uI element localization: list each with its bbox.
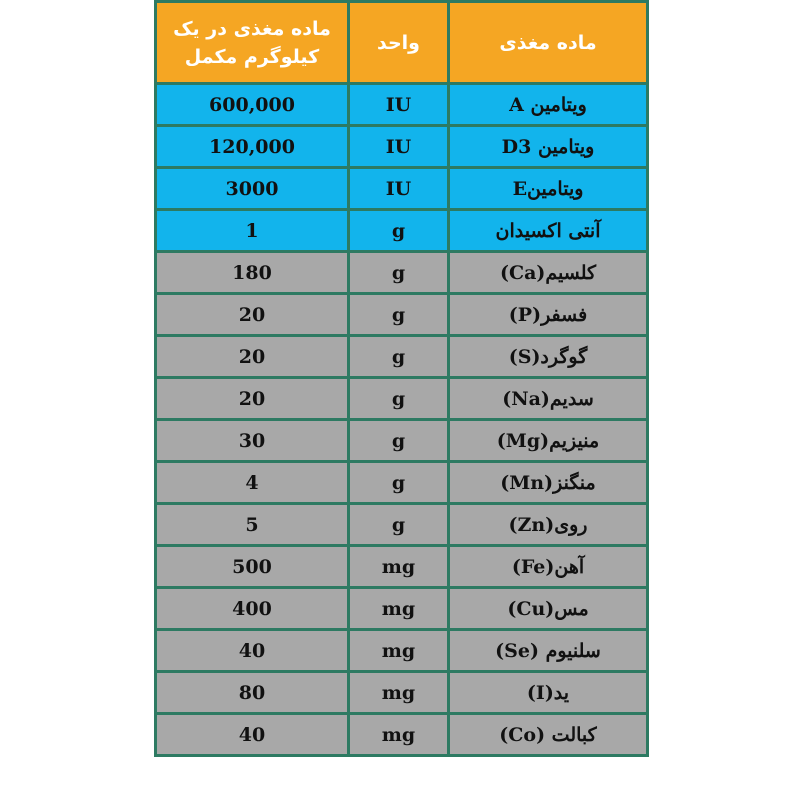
amount-cell: 40	[156, 630, 349, 672]
table-row	[156, 126, 648, 168]
amount-cell: 120,000	[156, 126, 349, 168]
nutrient-name-cell: آهن(Fe)	[449, 546, 648, 588]
amount-cell: 1	[156, 210, 349, 252]
unit-cell: mg	[349, 672, 449, 714]
nutrient-name-cell: گوگرد(S)	[449, 336, 648, 378]
unit-cell: mg	[349, 546, 449, 588]
header-nutrient: ماده مغذی	[449, 2, 648, 84]
nutrient-name-cell: آنتی اکسیدان	[449, 210, 648, 252]
table-row	[156, 84, 648, 126]
table-row	[156, 294, 648, 336]
unit-cell: mg	[349, 588, 449, 630]
amount-cell: 20	[156, 378, 349, 420]
table-row	[156, 462, 648, 504]
table-row	[156, 378, 648, 420]
table-row	[156, 336, 648, 378]
unit-cell: IU	[349, 126, 449, 168]
nutrient-name-cell: ویتامینE	[449, 168, 648, 210]
nutrient-name-cell: ویتامین D3	[449, 126, 648, 168]
unit-cell: IU	[349, 84, 449, 126]
amount-cell: 600,000	[156, 84, 349, 126]
unit-cell: g	[349, 420, 449, 462]
nutrient-table	[154, 0, 649, 757]
nutrient-name-cell: کبالت (Co)	[449, 714, 648, 756]
unit-cell: mg	[349, 714, 449, 756]
header-amount: ماده مغذی در یک کیلوگرم مکمل	[156, 2, 349, 84]
nutrient-table-container	[154, 0, 646, 800]
amount-cell: 5	[156, 504, 349, 546]
unit-cell: g	[349, 378, 449, 420]
unit-cell: g	[349, 462, 449, 504]
table-header-row	[156, 2, 648, 84]
unit-cell: g	[349, 252, 449, 294]
table-row	[156, 168, 648, 210]
unit-cell: g	[349, 504, 449, 546]
amount-cell: 400	[156, 588, 349, 630]
table-row	[156, 546, 648, 588]
nutrient-name-cell: روی(Zn)	[449, 504, 648, 546]
amount-cell: 500	[156, 546, 349, 588]
nutrient-name-cell: ید(I)	[449, 672, 648, 714]
unit-cell: mg	[349, 630, 449, 672]
nutrient-name-cell: سلنیوم (Se)	[449, 630, 648, 672]
nutrient-name-cell: ویتامین A	[449, 84, 648, 126]
table-row	[156, 210, 648, 252]
table-row	[156, 420, 648, 462]
nutrient-name-cell: فسفر(P)	[449, 294, 648, 336]
table-row	[156, 630, 648, 672]
amount-cell: 30	[156, 420, 349, 462]
unit-cell: g	[349, 294, 449, 336]
table-body	[156, 84, 648, 756]
table-row	[156, 714, 648, 756]
amount-cell: 180	[156, 252, 349, 294]
amount-cell: 20	[156, 336, 349, 378]
amount-cell: 80	[156, 672, 349, 714]
nutrient-name-cell: منگنز(Mn)	[449, 462, 648, 504]
table-row	[156, 672, 648, 714]
unit-cell: IU	[349, 168, 449, 210]
header-unit: واحد	[349, 2, 449, 84]
nutrient-name-cell: مس(Cu)	[449, 588, 648, 630]
table-row	[156, 252, 648, 294]
table-row	[156, 504, 648, 546]
nutrient-name-cell: سدیم(Na)	[449, 378, 648, 420]
nutrient-name-cell: منیزیم(Mg)	[449, 420, 648, 462]
amount-cell: 40	[156, 714, 349, 756]
amount-cell: 3000	[156, 168, 349, 210]
table-row	[156, 588, 648, 630]
nutrient-name-cell: کلسیم(Ca)	[449, 252, 648, 294]
unit-cell: g	[349, 210, 449, 252]
unit-cell: g	[349, 336, 449, 378]
amount-cell: 4	[156, 462, 349, 504]
amount-cell: 20	[156, 294, 349, 336]
